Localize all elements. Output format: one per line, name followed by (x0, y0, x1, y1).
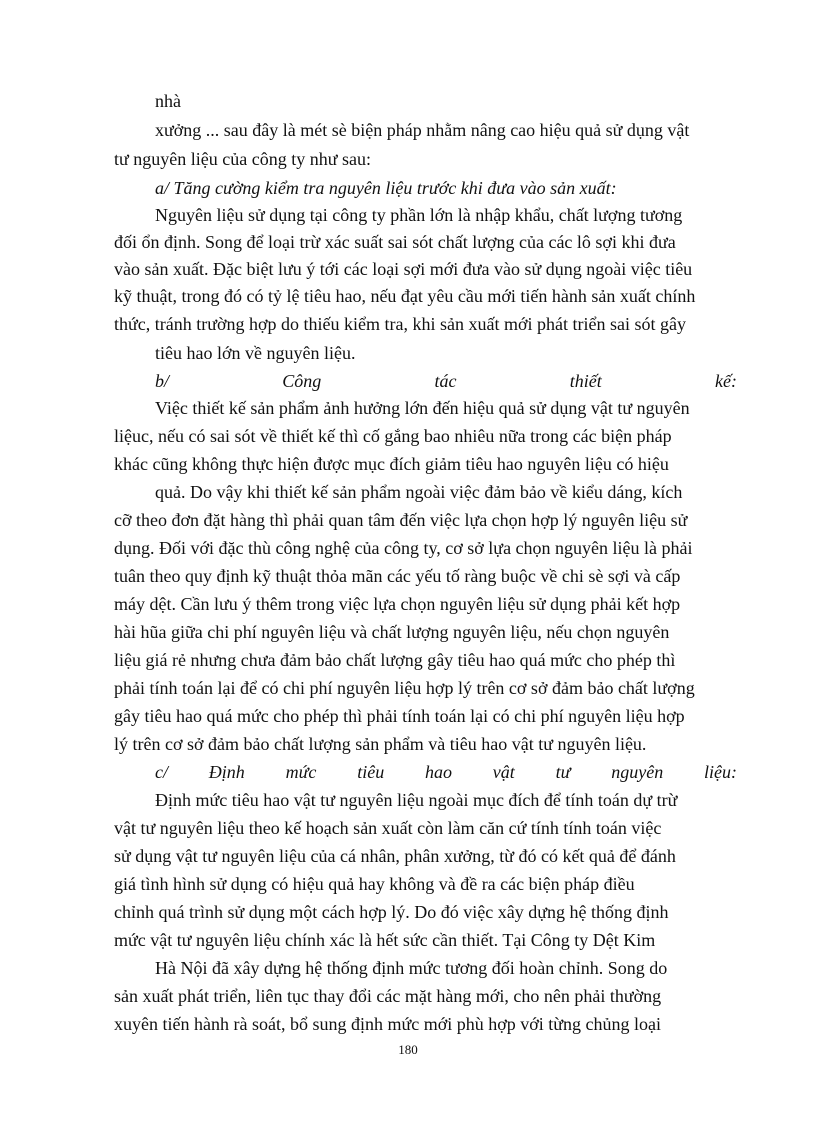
text-line: kỹ thuật, trong đó có tỷ lệ tiêu hao, nếu đạt yêu cầu mới tiến hành sản xuất chính (114, 286, 696, 306)
text-line: Định mức tiêu hao vật tư nguyên liệu ngoài mục đích để tính toán dự trừ (155, 790, 678, 810)
heading-c-word: vật (492, 762, 515, 782)
text-line: chỉnh quá trình sử dụng một cách hợp lý. Do đó việc xây dựng hệ thống định (114, 902, 669, 922)
text-line: tư nguyên liệu của công ty như sau: (114, 149, 371, 169)
heading-c-word: Định (208, 762, 245, 782)
text-line: Nguyên liệu sử dụng tại công ty phần lớn là nhập khẩu, chất lượng tương (155, 205, 683, 225)
text-line: gây tiêu hao quá mức cho phép thì phải tính toán lại có chi phí nguyên liệu hợp (114, 706, 685, 726)
text-line: khác cũng không thực hiện được mục đích giảm tiêu hao nguyên liệu có hiệu (114, 454, 669, 474)
heading-c (155, 760, 737, 784)
text-line: tuân theo quy định kỹ thuật thỏa mãn các yếu tố ràng buộc về chi sè sợi và cấp (114, 566, 681, 586)
text-line: lý trên cơ sở đảm bảo chất lượng sản phẩm và tiêu hao vật tư nguyên liệu. (114, 734, 647, 754)
text-line: liệuc, nếu có sai sót về thiết kế thì cố gắng bao nhiêu nữa trong các biện pháp (114, 426, 672, 446)
text-line: xuyên tiến hành rà soát, bổ sung định mức mới phù hợp với từng chủng loại (114, 1014, 661, 1034)
heading-c-word: nguyên (611, 762, 664, 782)
text-line: liệu giá rẻ nhưng chưa đảm bảo chất lượng gây tiêu hao quá mức cho phép thì (114, 650, 676, 670)
text-line: đối ổn định. Song để loại trừ xác suất sai sót chất lượng của các lô sợi khi đưa (114, 232, 676, 252)
heading-c-word: c/ (155, 762, 168, 782)
text-line: Việc thiết kế sản phẩm ảnh hưởng lớn đến hiệu quả sử dụng vật tư nguyên (155, 398, 690, 418)
text-line: nhà (155, 91, 181, 111)
heading-c-word: liệu: (704, 762, 737, 782)
heading-b (155, 369, 737, 393)
text-line: giá tình hình sử dụng có hiệu quả hay không và đề ra các biện pháp điều (114, 874, 635, 894)
text-line: cỡ theo đơn đặt hàng thì phải quan tâm đến việc lựa chọn hợp lý nguyên liệu sử (114, 510, 688, 530)
heading-c-word: tiêu (357, 762, 385, 782)
heading-c-word: hao (425, 762, 452, 782)
text-line: thức, tránh trường hợp do thiếu kiểm tra, khi sản xuất mới phát triển sai sót gây (114, 314, 686, 334)
heading-b-word: b/ (155, 371, 170, 391)
text-line: mức vật tư nguyên liệu chính xác là hết sức cần thiết. Tại Công ty Dệt Kim (114, 930, 656, 950)
heading-c-word: tư (555, 762, 571, 782)
page-number: 180 (398, 1042, 418, 1057)
text-line: vật tư nguyên liệu theo kế hoạch sản xuất còn làm căn cứ tính tính toán việc (114, 818, 662, 838)
text-line: tiêu hao lớn về nguyên liệu. (155, 343, 356, 363)
text-line: xưởng ... sau đây là mét sè biện pháp nhằm nâng cao hiệu quả sử dụng vật (155, 120, 690, 140)
text-line: quả. Do vậy khi thiết kế sản phẩm ngoài việc đảm bảo về kiểu dáng, kích (155, 482, 683, 502)
text-line: hài hũa giữa chi phí nguyên liệu và chất lượng nguyên liệu, nếu chọn nguyên (114, 622, 670, 642)
heading-b-word: thiết (569, 371, 602, 391)
text-line: máy dệt. Cần lưu ý thêm trong việc lựa chọn nguyên liệu sử dụng phải kết hợp (114, 594, 681, 614)
text-line: phải tính toán lại để có chi phí nguyên liệu hợp lý trên cơ sở đảm bảo chất lượng (114, 678, 695, 698)
heading-b-word: Công (282, 371, 322, 391)
heading-c-word: mức (285, 762, 317, 782)
heading-b-word: tác (434, 371, 457, 391)
heading-a: a/ Tăng cường kiểm tra nguyên liệu trước khi đưa vào sản xuất: (155, 178, 617, 198)
text-line: dụng. Đối với đặc thù công nghệ của công ty, cơ sở lựa chọn nguyên liệu là phải (114, 538, 693, 558)
heading-b-word: kế: (714, 371, 737, 391)
text-line: sử dụng vật tư nguyên liệu của cá nhân, phân xưởng, từ đó có kết quả để đánh (114, 846, 676, 866)
text-line: Hà Nội đã xây dựng hệ thống định mức tương đối hoàn chỉnh. Song do (155, 958, 668, 978)
text-line: vào sản xuất. Đặc biệt lưu ý tới các loại sợi mới đưa vào sử dụng ngoài việc tiêu (114, 259, 693, 279)
text-line: sản xuất phát triển, liên tục thay đổi các mặt hàng mới, cho nên phải thường (114, 986, 662, 1006)
